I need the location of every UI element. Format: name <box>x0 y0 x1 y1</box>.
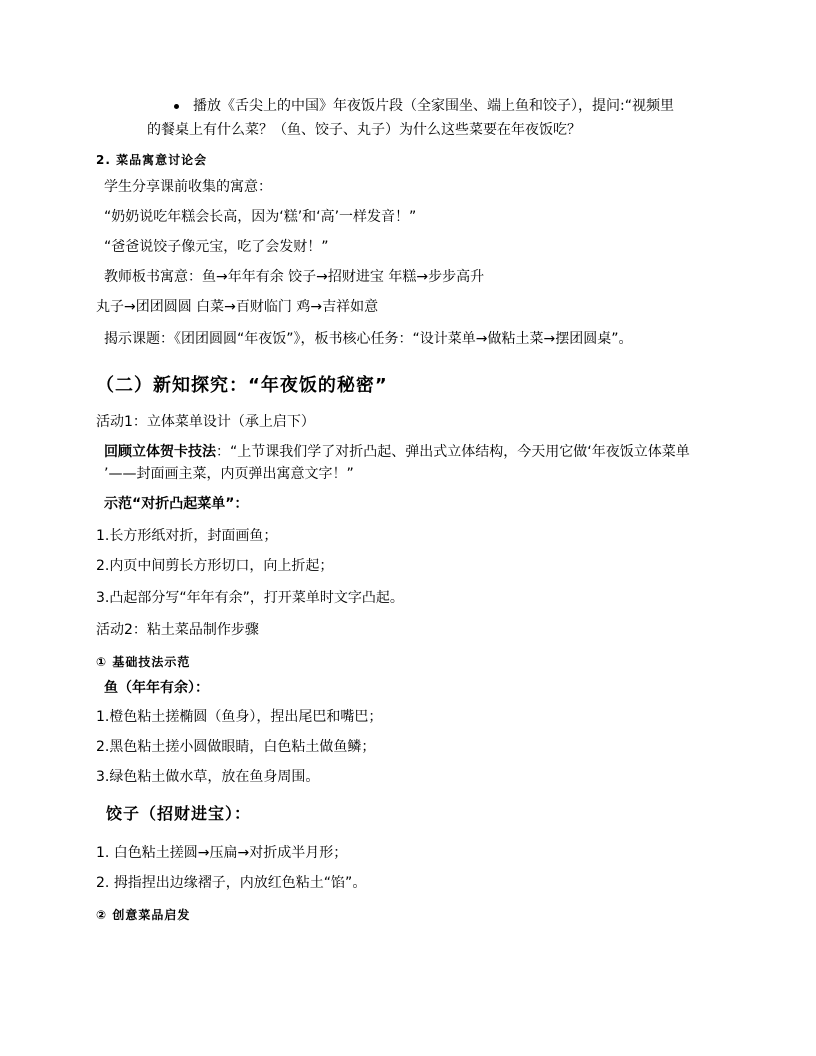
dumpling-step-1: 1. 白色粘土搓圆→压扁→对折成半月形； <box>96 845 348 861</box>
part2-heading: （二）新知探究：“年夜饭的秘密” <box>96 375 388 396</box>
review-line1 <box>104 442 690 462</box>
demo-step-3: 3.凸起部分写“年年有余”，打开菜单时文字凸起。 <box>96 590 404 606</box>
demo-label: 示范“对折凸起菜单”： <box>104 496 249 512</box>
board-line1: 教师板书寓意：鱼→年年有余 饺子→招财进宝 年糕→步步高升 <box>104 269 485 285</box>
fish-step-3: 3.绿色粘土做水草，放在鱼身周围。 <box>96 769 320 785</box>
quote-grandma: “奶奶说吃年糕会长高，因为‘糕’和‘高’一样发音！” <box>104 209 417 225</box>
review-label: 回顾立体贺卡技法 <box>104 444 216 460</box>
reveal-topic: 揭示课题：《团团圆圆“年夜饭”》，板书核心任务：“设计菜单→做粘土菜→摆团圆桌”。 <box>104 331 633 347</box>
activity1-title: 活动1：立体菜单设计（承上启下） <box>96 414 315 430</box>
basic-technique-title: ① 基础技法示范 <box>96 655 191 669</box>
intro-bullet-line1: 播放《舌尖上的中国》年夜饭片段（全家围坐、端上鱼和饺子），提问:“视频里 <box>193 98 674 114</box>
quote-dad: “爸爸说饺子像元宝，吃了会发财！” <box>104 239 329 255</box>
fish-step-1: 1.橙色粘土搓椭圆（鱼身），捏出尾巴和嘴巴； <box>96 709 383 725</box>
review-text1: ：“上节课我们学了对折凸起、弹出式立体结构，今天用它做‘年夜饭立体菜单 <box>216 444 690 460</box>
fish-step-2: 2.黑色粘土搓小圆做眼睛，白色粘土做鱼鳞； <box>96 739 376 755</box>
demo-step-2: 2.内页中间剪长方形切口，向上折起； <box>96 558 334 574</box>
bullet-icon <box>174 104 179 109</box>
share-intro: 学生分享课前收集的寓意： <box>104 179 272 195</box>
section2-title: 2. 菜品寓意讨论会 <box>96 153 208 167</box>
fish-title: 鱼（年年有余）： <box>104 680 209 696</box>
board-line2: 丸子→团团圆圆 白菜→百财临门 鸡→吉祥如意 <box>96 299 379 315</box>
dumpling-step-2: 2. 拇指捏出边缘褶子，内放红色粘土“馅”。 <box>96 875 367 891</box>
intro-bullet-line2: 的餐桌上有什么菜？（鱼、饺子、丸子）为什么这些菜要在年夜饭吃？ <box>147 122 581 138</box>
review-line2: ’——封面画主菜，内页弹出寓意文字！” <box>104 466 354 482</box>
dumpling-title: 饺子（招财进宝）： <box>106 804 252 823</box>
creative-dishes-title: ② 创意菜品启发 <box>96 908 191 922</box>
activity2-title: 活动2：粘土菜品制作步骤 <box>96 622 259 638</box>
demo-step-1: 1.长方形纸对折，封面画鱼； <box>96 528 278 544</box>
